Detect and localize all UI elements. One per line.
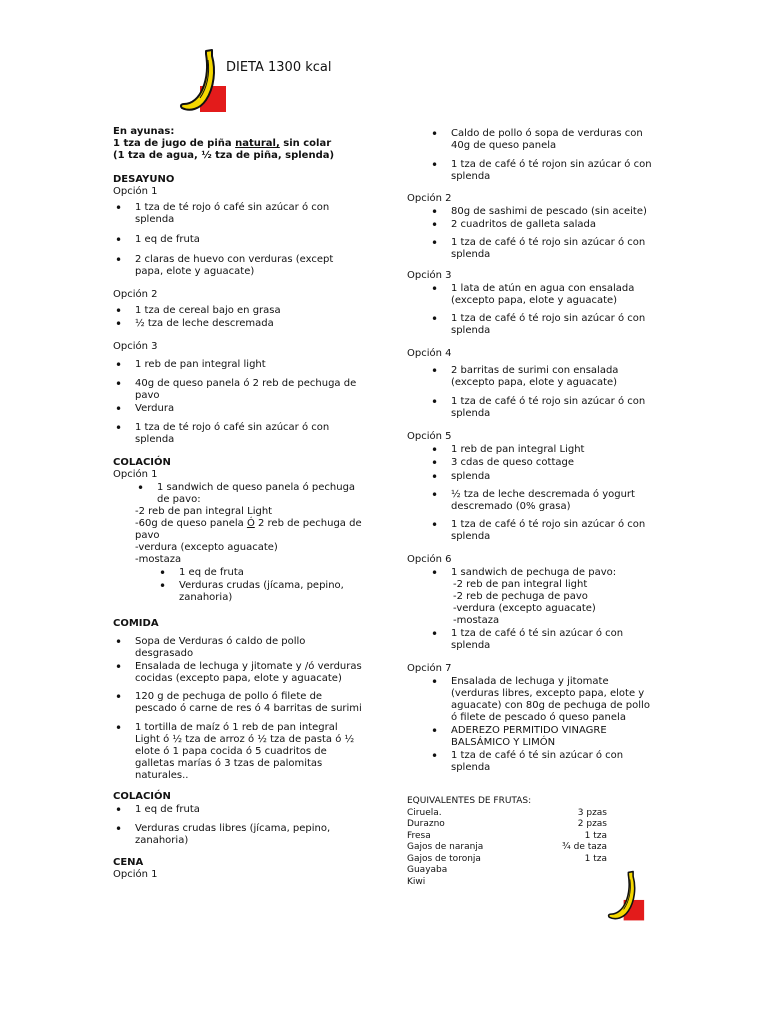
colacion-1-heading: COLACIÓN (113, 457, 171, 468)
cena-option-6-line: -2 reb de pechuga de pavo (453, 591, 588, 602)
cena-option-3-label: Opción 3 (407, 270, 452, 281)
list-item: • 120 g de pechuga de pollo ó filete de pescado ó carne de res ó 4 barritas de surimi (113, 691, 363, 715)
ayunas-line1: 1 tza de jugo de piña natural, sin colar (113, 138, 332, 149)
list-item: • Sopa de Verduras ó caldo de pollo desgrasado (113, 636, 363, 660)
colacion-1-line: -2 reb de pan integral Light (135, 506, 273, 517)
banana-icon (178, 48, 228, 114)
list-item: • splenda (429, 471, 659, 483)
comida-section (113, 618, 363, 782)
cena-option-7-list (407, 676, 659, 774)
list-item: • 2 barritas de surimi con ensalada (excepto papa, elote y aguacate) (429, 365, 659, 389)
list-item: • 1 reb de pan integral Light (429, 444, 659, 456)
list-item: • 80g de sashimi de pescado (sin aceite) (429, 206, 659, 218)
list-item: • 1 tza de café ó té rojo sin azúcar ó con splenda (429, 237, 659, 261)
cena-heading: CENA (113, 857, 144, 868)
colacion-2-list (113, 804, 363, 847)
colacion-1-line: -verdura (excepto aguacate) (135, 542, 278, 553)
right-column (407, 128, 659, 888)
cena-option-2-label: Opción 2 (407, 193, 452, 204)
fruit-row: Durazno 2 pzas (407, 819, 607, 829)
desayuno-option-3-label: Opción 3 (113, 341, 158, 352)
fruit-row: Kiwi (407, 876, 426, 887)
list-item: • 1 tza de té rojo ó café sin azúcar ó con splenda (113, 202, 363, 226)
ayunas-section (113, 126, 363, 162)
cena-option-6-list-end (407, 628, 659, 652)
colacion-1-list (113, 482, 363, 506)
frutas-heading: EQUIVALENTES DE FRUTAS: (407, 796, 532, 806)
cena-option-3-list (407, 283, 659, 337)
comida-list (113, 636, 363, 782)
colacion-1-line: -mostaza (135, 554, 182, 565)
list-item: • Ensalada de lechuga y jitomate (verduras libres, excepto papa, elote y aguacate) con 80g de pechuga de pollo ó filete de pescado ó queso panela (429, 676, 659, 724)
colacion-1-section (113, 457, 363, 604)
list-item: • 1 tza de café ó té rojo sin azúcar ó con splenda (429, 396, 659, 420)
list-item: • Verdura (113, 403, 363, 415)
list-item: • 1 tza de té rojo ó café sin azúcar ó con splenda (113, 422, 363, 446)
desayuno-section (113, 174, 363, 446)
fruit-row: Ciruela. 3 pzas (407, 807, 607, 818)
cena-option-6-label: Opción 6 (407, 554, 452, 565)
desayuno-option-2-list (113, 305, 363, 330)
list-item: • 2 cuadritos de galleta salada (429, 219, 659, 231)
list-item: • ADEREZO PERMITIDO VINAGRE BALSÁMICO Y LIMÓN (429, 725, 659, 749)
comida-heading: COMIDA (113, 618, 159, 629)
left-column (113, 126, 363, 881)
colacion-1-extra-list (113, 567, 363, 604)
cena-option-2-list (407, 206, 659, 261)
cena-option-6-line: -2 reb de pan integral light (453, 579, 588, 590)
list-item: • 1 tza de cereal bajo en grasa (113, 305, 363, 317)
colacion-1-line: -60g de queso panela Ó 2 reb de pechuga de pavo (135, 518, 362, 541)
cena-option-1-label: Opción 1 (113, 869, 158, 880)
fruit-row: Guayaba (407, 865, 448, 875)
ayunas-heading: En ayunas: (113, 126, 175, 137)
list-item: • 1 eq de fruta (113, 804, 363, 816)
cena-option-5-list (407, 444, 659, 543)
list-item: • 1 tza de café ó té rojo sin azúcar ó con splenda (429, 519, 659, 543)
list-item: • Caldo de pollo ó sopa de verduras con 40g de queso panela (429, 128, 659, 152)
list-item: • 1 tza de café ó té sin azúcar ó con splenda (429, 628, 659, 652)
list-item: • 1 eq de fruta (113, 234, 363, 246)
colacion-2-section (113, 791, 363, 847)
cena-option-6-list (407, 567, 659, 579)
list-item: • ½ tza de leche descremada (113, 318, 363, 330)
list-item: • 1 eq de fruta (157, 567, 363, 579)
cena-option-6-line: -mostaza (453, 615, 500, 626)
list-item: • ½ tza de leche descremada ó yogurt descremado (0% grasa) (429, 489, 659, 513)
cena-option-6-line: -verdura (excepto aguacate) (453, 603, 596, 614)
fruit-row: Fresa 1 tza (407, 830, 607, 841)
list-item: • 40g de queso panela ó 2 reb de pechuga de pavo (113, 378, 363, 402)
desayuno-option-2-label: Opción 2 (113, 289, 158, 300)
list-item: • Ensalada de lechuga y jitomate y /ó verduras cocidas (excepto papa, elote y aguacate) (113, 661, 363, 685)
list-item: • Verduras crudas (jícama, pepino, zanahoria) (157, 580, 363, 604)
colacion-1-option-label: Opción 1 (113, 469, 158, 480)
colacion-2-heading: COLACIÓN (113, 791, 171, 802)
desayuno-option-3-list (113, 359, 363, 446)
list-item: • Verduras crudas libres (jícama, pepino, zanahoria) (113, 823, 363, 847)
list-item: • 1 tza de café ó té sin azúcar ó con splenda (429, 750, 659, 774)
list-item: • 1 tortilla de maíz ó 1 reb de pan integral Light ó ½ tza de arroz ó ½ tza de pasta ó ½ elote ó 1 papa cocida ó 5 cuadritos de galletas marías ó 3 tzas de palomitas naturales.. (113, 722, 363, 782)
page-title: DIETA 1300 kcal (226, 60, 332, 75)
ayunas-line2: (1 tza de agua, ½ tza de piña, splenda) (113, 150, 335, 161)
banana-icon (606, 870, 646, 922)
list-item: • 1 tza de café ó té rojon sin azúcar ó con splenda (429, 159, 659, 183)
list-item: • 1 lata de atún en agua con ensalada (excepto papa, elote y aguacate) (429, 283, 659, 307)
list-item: • 1 sandwich de queso panela ó pechuga de pavo: (135, 482, 363, 506)
list-item: • 1 reb de pan integral light (113, 359, 363, 371)
desayuno-option-1-list (113, 202, 363, 278)
fruit-row: Gajos de naranja ¾ de taza (407, 842, 607, 852)
cena-option-4-list (407, 365, 659, 420)
cena-option-7-label: Opción 7 (407, 663, 452, 674)
cena-section (113, 857, 363, 881)
desayuno-heading: DESAYUNO (113, 174, 175, 185)
desayuno-option-1-label: Opción 1 (113, 186, 158, 197)
cena-option-4-label: Opción 4 (407, 348, 452, 359)
list-item: • 2 claras de huevo con verduras (except papa, elote y aguacate) (113, 254, 363, 278)
list-item: • 1 tza de café ó té rojo sin azúcar ó con splenda (429, 313, 659, 337)
fruit-row: Gajos de toronja 1 tza (407, 853, 607, 864)
cena-option-5-label: Opción 5 (407, 431, 452, 442)
list-item: • 3 cdas de queso cottage (429, 457, 659, 469)
cena-option-1-list (407, 128, 659, 183)
list-item: • 1 sandwich de pechuga de pavo: (429, 567, 659, 579)
